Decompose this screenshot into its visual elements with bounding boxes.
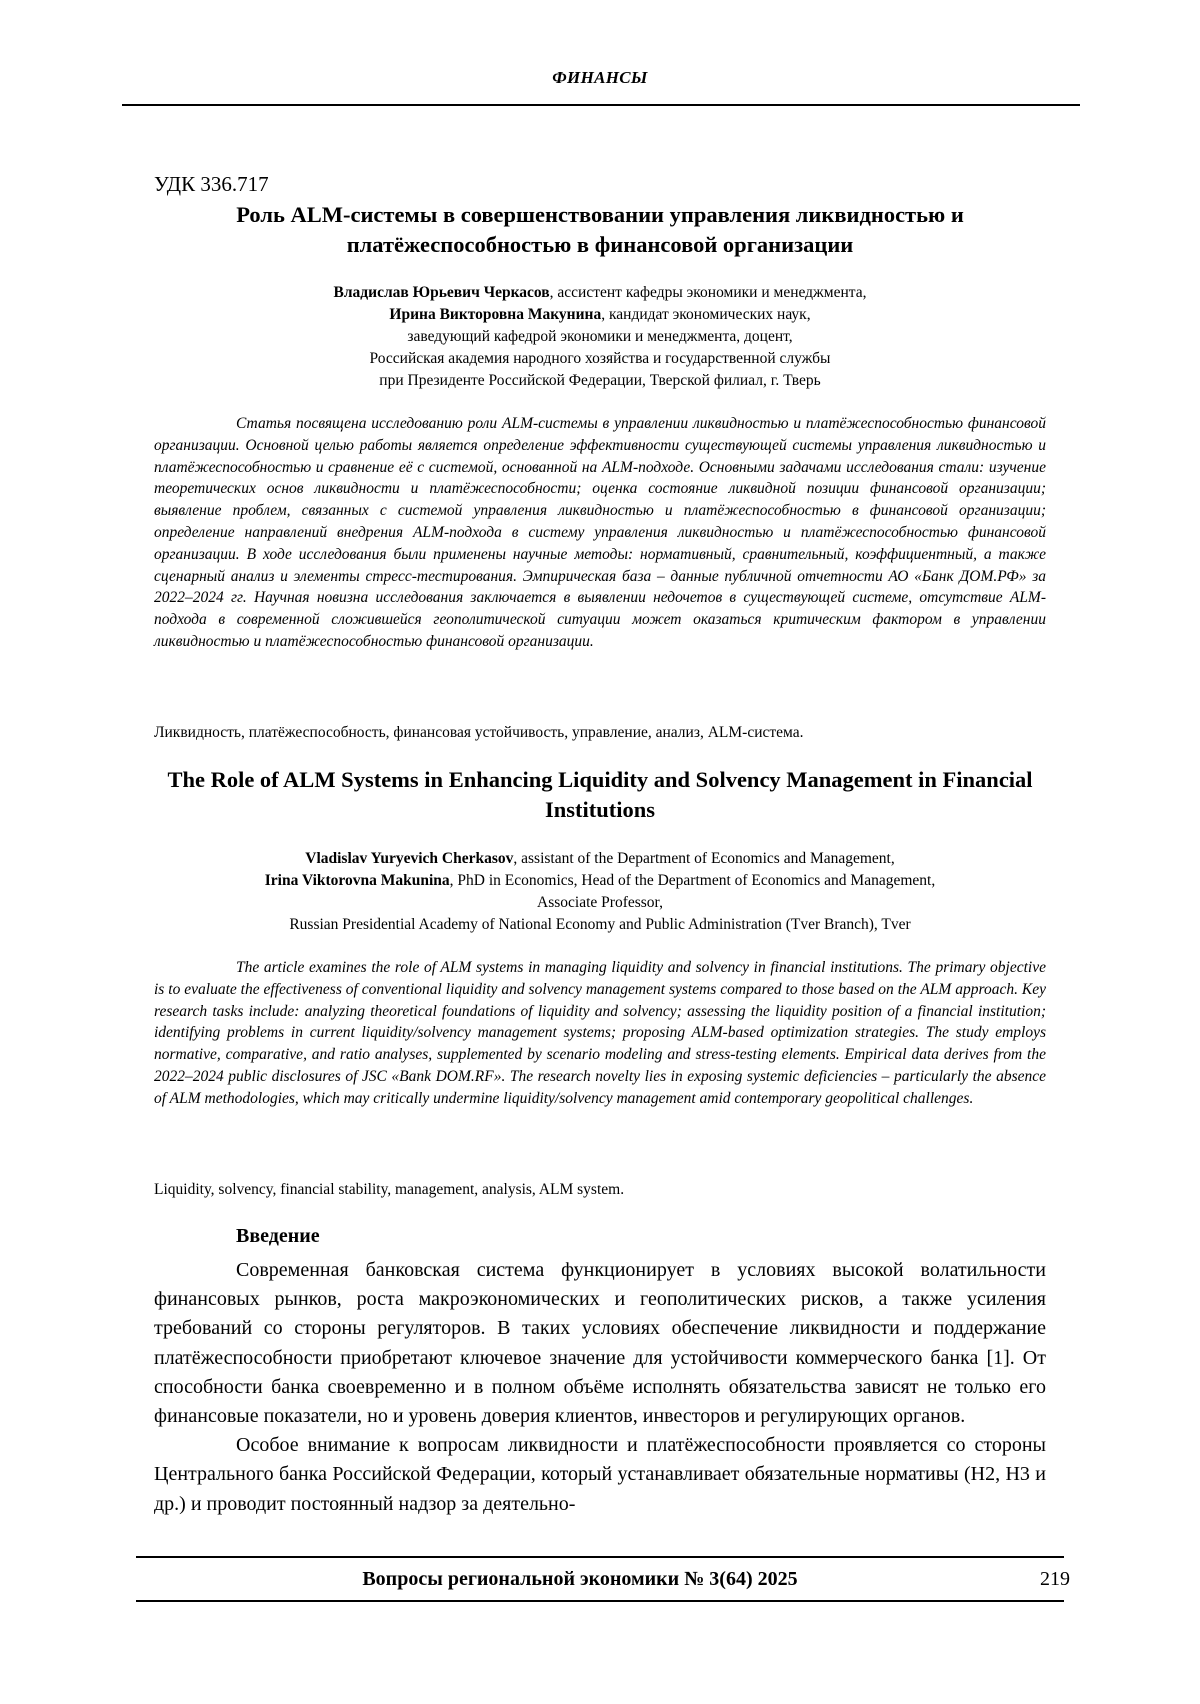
author-line xyxy=(150,282,1050,304)
author-name: Vladislav Yuryevich Cherkasov xyxy=(305,850,514,867)
body-paragraph: Современная банковская система функционирует в условиях высокой волатильности финансовых рынков, роста макроэкономических и геополитических рисков, а также усиления требований со стороны регуляторов. В таких условиях обеспечение ликвидности и поддержание платёжеспособности приобретают ключевое значение для устойчивости коммерческого банка [1]. От способности банка своевременно и в полном объёме исполнять обязательства зависят не только его финансовые показатели, но и уровень доверия клиентов, инвесторов и регулирующих органов. xyxy=(154,1259,1046,1428)
footer-rule-bottom xyxy=(136,1600,1064,1602)
footer-journal-title: Вопросы региональной экономики № 3(64) 2025 xyxy=(362,1568,798,1590)
page-number: 219 xyxy=(1040,1568,1070,1590)
affiliation-line: Российская академия народного хозяйства и государственной службы xyxy=(369,350,831,367)
affiliation-line: заведующий кафедрой экономики и менеджмента, доцент, xyxy=(407,328,793,345)
keywords-en: Liquidity, solvency, financial stability, management, analysis, ALM system. xyxy=(154,1181,625,1198)
author-line xyxy=(150,304,1050,326)
affiliation-line: Russian Presidential Academy of National Economy and Public Administration (Tver Branch), Tver xyxy=(289,916,911,933)
keywords-ru: Ликвидность, платёжеспособность, финансовая устойчивость, управление, анализ, ALM-система. xyxy=(154,724,804,741)
author-line xyxy=(150,870,1050,892)
author-role: , ассистент кафедры экономики и менеджмента, xyxy=(549,284,867,301)
footer-rule-top xyxy=(136,1556,1064,1558)
section-heading-introduction: Введение xyxy=(236,1225,320,1247)
authors-en xyxy=(150,848,1050,936)
running-header: ФИНАНСЫ xyxy=(552,68,648,87)
author-name: Irina Viktorovna Makunina xyxy=(264,872,450,889)
header-rule xyxy=(122,104,1080,106)
authors-ru xyxy=(150,282,1050,392)
author-line xyxy=(150,848,1050,870)
abstract-en: The article examines the role of ALM systems in managing liquidity and solvency in financial institutions. The primary objective is to evaluate the effectiveness of conventional liquidity and solvency management systems compared to those based on the ALM approach. Key research tasks include: analyzing theoretical foundations of liquidity and solvency; assessing the liquidity position of a financial institution; identifying problems in current liquidity/solvency management systems; proposing ALM-based optimization strategies. The study employs normative, comparative, and ratio analyses, supplemented by scenario modeling and stress-testing elements. Empirical data derives from the 2022–2024 public disclosures of JSC «Bank DOM.RF». The research novelty lies in exposing systemic deficiencies – particularly the absence of ALM methodologies, which may critically undermine liquidity/solvency management amid contemporary geopolitical challenges. xyxy=(154,959,1046,1107)
author-role: , PhD in Economics, Head of the Department of Economics and Management, xyxy=(449,872,936,889)
article-title-ru: Роль ALM-системы в совершенствовании управления ликвидностью и платёжеспособностью в финансовой организации xyxy=(236,202,964,257)
affiliation-line: при Президенте Российской Федерации, Тверской филиал, г. Тверь xyxy=(379,372,821,389)
author-name: Владислав Юрьевич Черкасов xyxy=(333,284,550,301)
affiliation-line: Associate Professor, xyxy=(537,894,663,911)
body-paragraph: Особое внимание к вопросам ликвидности и платёжеспособности проявляется со стороны Центрального банка Российской Федерации, который устанавливает обязательные нормативы (Н2, Н3 и др.) и проводит постоянный надзор за деятельно- xyxy=(154,1434,1046,1515)
body-text xyxy=(154,1256,1046,1519)
author-name: Ирина Викторовна Макунина xyxy=(389,306,602,323)
udc-code: УДК 336.717 xyxy=(154,172,269,196)
article-title-en: The Role of ALM Systems in Enhancing Liquidity and Solvency Management in Financial Institutions xyxy=(167,767,1033,822)
abstract-ru: Статья посвящена исследованию роли ALM-системы в управлении ликвидностью и платёжеспособностью финансовой организации. Основной целью работы является определение эффективности существующей системы управления ликвидностью и платёжеспособностью и сравнение её с системой, основанной на ALM-подходе. Основными задачами исследования стали: изучение теоретических основ ликвидности и платёжеспособности; оценка состояние ликвидной позиции финансовой организации; выявление проблем, связанных с системой управления ликвидностью и платёжеспособностью в финансовой организации; определение направлений внедрения ALM-подхода в систему управления ликвидностью и платёжеспособностью финансовой организации. В ходе исследования были применены научные методы: нормативный, сравнительный, коэффициентный, а также сценарный анализ и элементы стресс-тестирования. Эмпирическая база – данные публичной отчетности АО «Банк ДОМ.РФ» за 2022–2024 гг. Научная новизна исследования заключается в выявлении недочетов в существующей системе, отсутствие ALM-подхода в современной сложившейся геополитической ситуации может оказаться критическим фактором в управлении ликвидностью и платёжеспособностью финансовой организации. xyxy=(154,415,1046,650)
author-role: , кандидат экономических наук, xyxy=(601,306,811,323)
author-role: , assistant of the Department of Economics and Management, xyxy=(513,850,895,867)
